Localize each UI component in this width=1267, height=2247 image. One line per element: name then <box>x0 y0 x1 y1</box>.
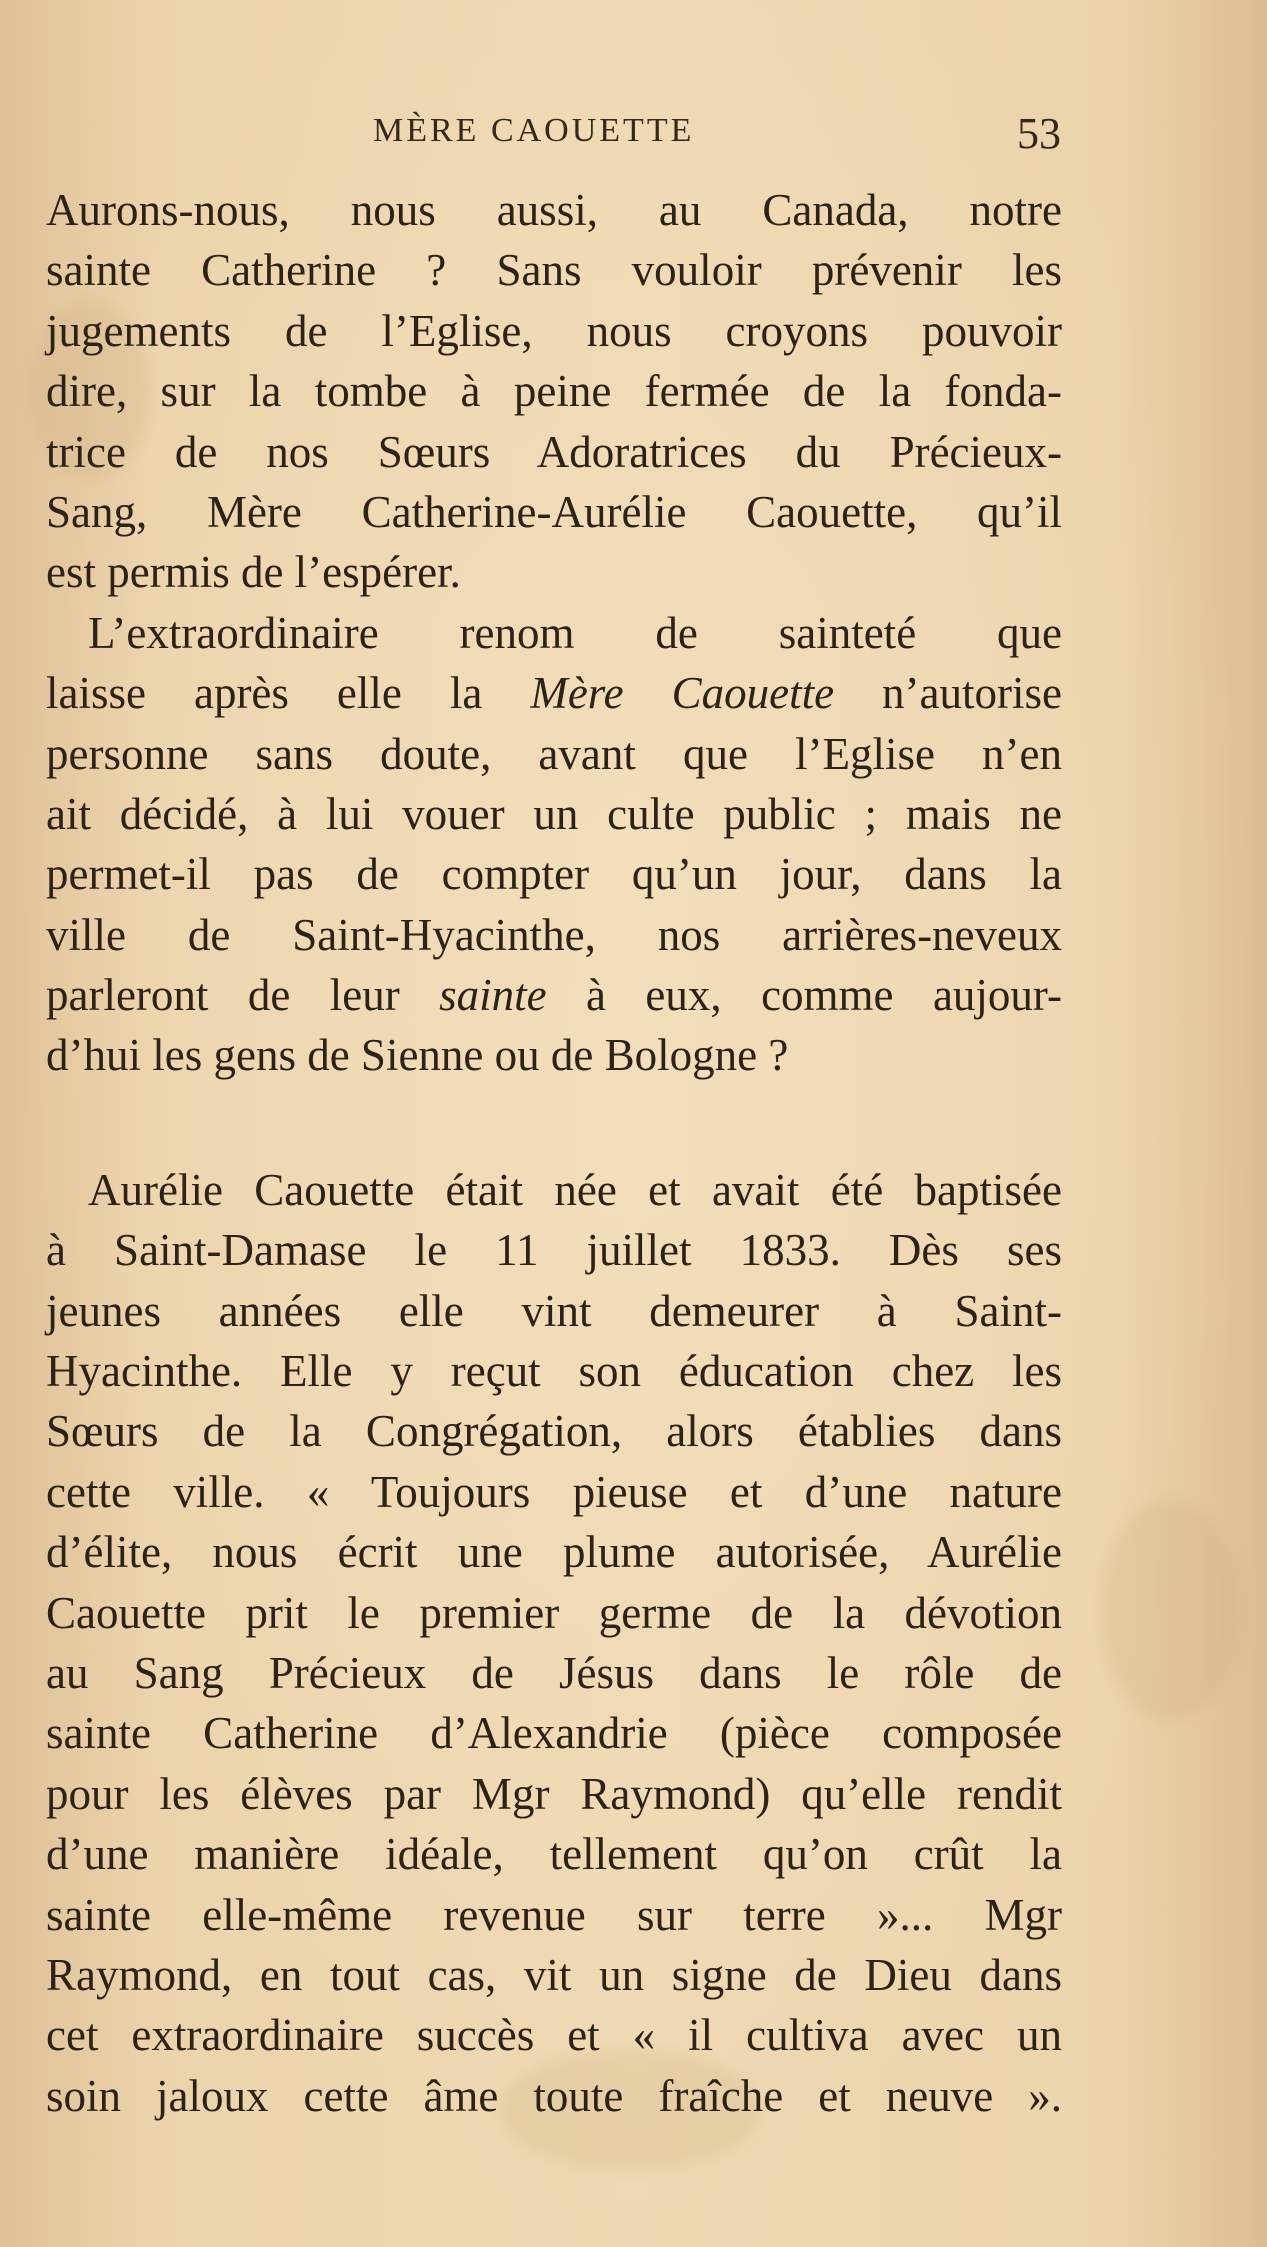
paragraph-gap <box>46 1086 1062 1160</box>
text-line <box>46 965 1062 1025</box>
text-line: permet-il pas de compter qu’un jour, dans la <box>46 849 1062 900</box>
text-line: trice de nos Sœurs Adoratrices du Précieux- <box>46 426 1062 477</box>
text-run: laisse après elle la <box>46 668 531 719</box>
italic-text: sainte <box>439 970 547 1021</box>
text-line: Raymond, en tout cas, vit un signe de Dieu dans <box>46 1949 1062 2000</box>
paragraph <box>46 1160 1062 2126</box>
text-line: sainte elle-même revenue sur terre »... Mgr <box>46 1889 1062 1940</box>
text-line: pour les élèves par Mgr Raymond) qu’elle rendit <box>46 1768 1062 1819</box>
text-line: est permis de l’espérer. <box>46 547 461 598</box>
text-line: cette ville. « Toujours pieuse et d’une nature <box>46 1466 1062 1517</box>
text-line: Aurons-nous, nous aussi, au Canada, notre <box>46 185 1062 235</box>
text-line: L’extraordinaire renom de sainteté que <box>88 607 1062 658</box>
text-line: ait décidé, à lui vouer un culte public ; mais ne <box>46 788 1062 839</box>
text-line: Caouette prit le premier germe de la dévotion <box>46 1587 1062 1638</box>
text-line: Sœurs de la Congrégation, alors établies dans <box>46 1406 1062 1457</box>
text-line: personne sans doute, avant que l’Eglise n’en <box>46 728 1062 779</box>
paragraph <box>46 180 1062 603</box>
text-line: ville de Saint-Hyacinthe, nos arrières-neveux <box>46 909 1062 960</box>
text-line: sainte Catherine d’Alexandrie (pièce composée <box>46 1708 1062 1759</box>
text-line: dire, sur la tombe à peine fermée de la fonda- <box>46 366 1062 417</box>
italic-text: Mère Caouette <box>530 668 835 719</box>
text-line: d’hui les gens de Sienne ou de Bologne ? <box>46 1030 789 1081</box>
text-line: d’élite, nous écrit une plume autorisée, Aurélie <box>46 1527 1062 1578</box>
page-header <box>0 109 1267 172</box>
running-title: MÈRE CAOUETTE <box>373 112 695 149</box>
text-line: jugements de l’Eglise, nous croyons pouvoir <box>46 305 1062 356</box>
text-line: au Sang Précieux de Jésus dans le rôle de <box>46 1647 1062 1698</box>
text-line: Sang, Mère Catherine-Aurélie Caouette, qu’il <box>46 486 1062 537</box>
text-line: sainte Catherine ? Sans vouloir prévenir les <box>46 245 1062 296</box>
page-number: 53 <box>1017 109 1061 158</box>
text-run: parleront de leur <box>46 970 440 1021</box>
text-line: à Saint-Damase le 11 juillet 1833. Dès ses <box>46 1225 1062 1276</box>
text-run: à eux, comme aujour- <box>546 970 1062 1021</box>
text-line: Hyacinthe. Elle y reçut son éducation chez les <box>46 1346 1062 1397</box>
body-text <box>46 180 1062 2126</box>
text-line: Aurélie Caouette était née et avait été baptisée <box>88 1164 1062 1215</box>
text-line: soin jaloux cette âme toute fraîche et neuve ». <box>46 2070 1062 2121</box>
paragraph <box>46 603 1062 1086</box>
text-line <box>46 663 1062 723</box>
text-line: cet extraordinaire succès et « il cultiva avec un <box>46 2010 1062 2061</box>
text-run: n’autorise <box>834 668 1062 719</box>
paper-stain <box>1100 1500 1240 1720</box>
text-line: jeunes années elle vint demeurer à Saint- <box>46 1285 1062 1336</box>
text-line: d’une manière idéale, tellement qu’on crût la <box>46 1829 1062 1880</box>
